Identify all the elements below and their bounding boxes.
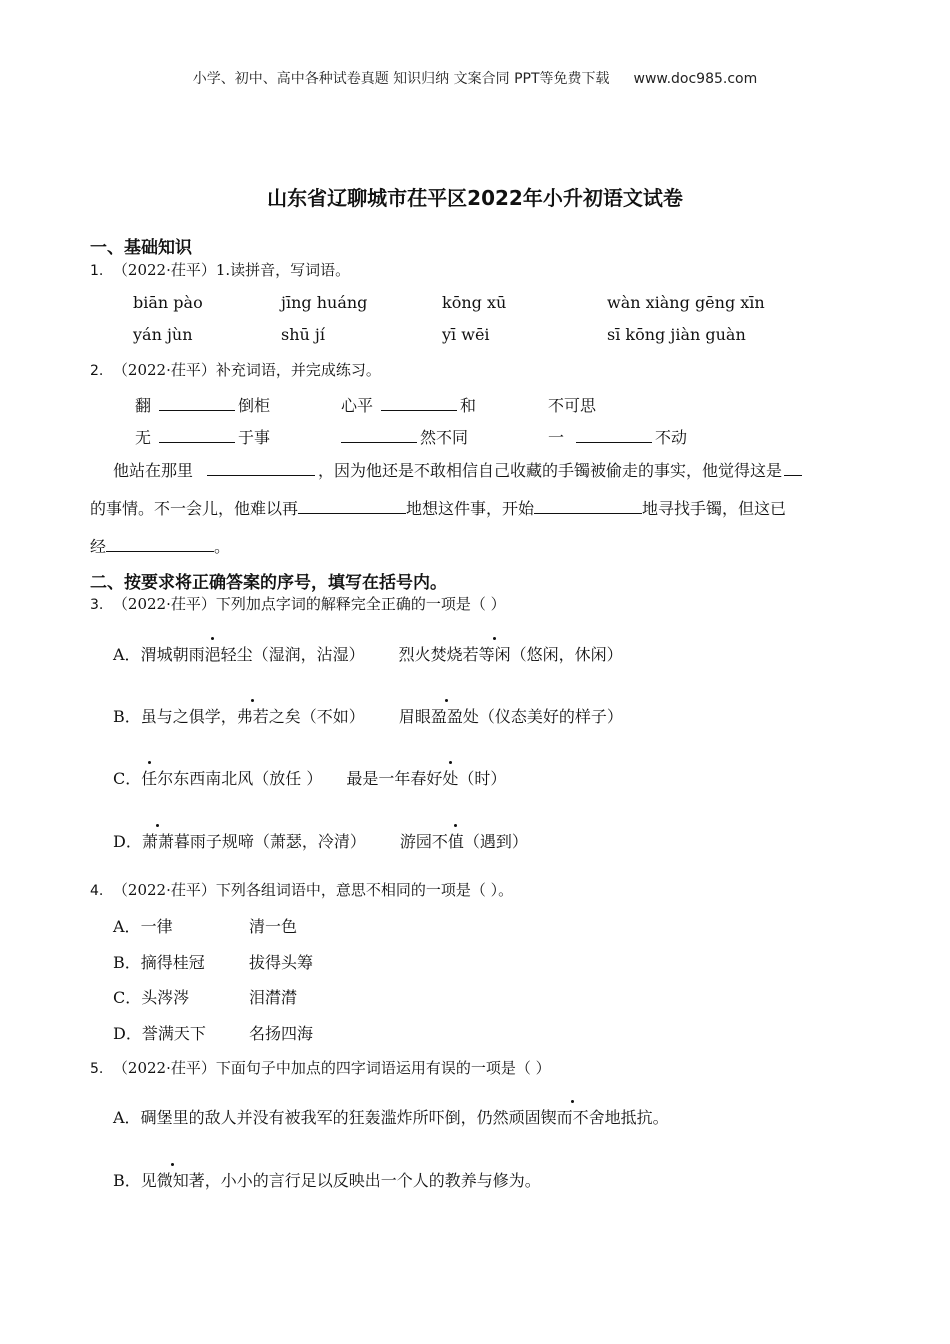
idiom-text: 心平 [341,396,374,415]
dotted-word: 浥 [205,642,221,665]
choice-a[interactable] [113,1105,669,1128]
passage-line-1 [113,458,802,481]
choice-text: 之矣（不如） [268,707,365,726]
choice-text: 拔得头筹 [249,953,314,972]
choice-text: 名扬四海 [249,1024,314,1043]
passage-text: 的事情。不一会儿，他难以再 [90,499,299,518]
choice-text: 游园不 [399,832,448,851]
passage-text: ，因为他还是不敢相信自己收藏的手镯被偷走的事实，他觉得这是 [318,461,783,480]
idiom-fill-row-2c [548,425,687,448]
pinyin-item: shū jí [281,325,325,344]
question-text: （2022·茌平）下面句子中加点的四字词语运用有误的一项是（ ） [112,1059,551,1077]
fill-blank[interactable] [159,394,235,411]
choice-label: C． [113,988,142,1007]
choice-text: 最是一年春好 [346,769,443,788]
idiom-fill-row-1 [135,393,270,416]
question-3 [90,593,506,614]
choice-label: A． [113,645,141,664]
dotted-word: 任 [141,766,157,789]
idiom-text: 倒柜 [238,396,271,415]
fill-blank[interactable] [784,459,802,476]
choice-label: D． [113,1024,142,1043]
choice-text: （遇到） [463,832,528,851]
fill-blank[interactable] [341,426,417,443]
choice-label: B． [113,1171,141,1190]
fill-blank[interactable] [534,497,642,514]
question-text: （2022·茌平）补充词语，并完成练习。 [112,361,381,379]
choice-a[interactable] [113,914,173,937]
choice-text: 眉眼 [398,707,431,726]
section-heading-1: 一、基础知识 [90,238,192,258]
choice-text: 虽与之俱学， [140,707,237,726]
choice-text: 烈火焚烧若 [398,645,479,664]
choice-d[interactable] [113,1021,206,1044]
question-number: 2. [90,363,104,379]
choice-label: A． [113,1108,141,1127]
choice-a[interactable] [113,642,623,665]
choice-text: 地抵抗。 [604,1108,669,1127]
choice-text: 暮雨子规啼（萧瑟，冷清） [173,832,366,851]
choice-text: 尔东西南北风（放任 ） [157,769,323,788]
idiom-fill-row-2b [341,425,468,448]
choice-b[interactable] [113,1168,541,1191]
choice-text: 清一色 [249,917,298,936]
idiom-text: 于事 [238,428,271,447]
question-number: 1. [90,263,104,279]
choice-text: 头涔涔 [141,988,190,1007]
dotted-word: 萧萧 [142,829,174,852]
idiom-fill-row-2 [135,425,270,448]
pinyin-item: yán jùn [133,325,193,344]
choice-text: 摘得桂冠 [140,953,205,972]
fill-blank[interactable] [576,426,652,443]
choice-label: A． [113,917,141,936]
pinyin-item: jīng huáng [281,293,368,312]
pinyin-item: biān pào [133,293,203,312]
header-text: 小学、初中、高中各种试卷真题 知识归纳 文案合同 PPT等免费下载 [192,71,610,87]
choice-text: 一律 [140,917,173,936]
choice-label: D． [113,832,142,851]
choice-text: 处（仪态美好的样子） [462,707,623,726]
choice-text: 泪潸潸 [249,988,298,1007]
idiom-fill-row-1b [341,393,476,416]
dotted-word: 弗若 [237,704,269,727]
idiom-text: 不动 [655,428,688,447]
idiom-text: 无 [135,428,152,447]
page-title: 山东省辽聊城市茌平区2022年小升初语文试卷 [267,186,683,210]
choice-text: 渭城朝雨 [140,645,205,664]
question-4 [90,879,513,900]
passage-text: 地想这件事，开始 [406,499,535,518]
fill-blank[interactable] [106,535,214,552]
fill-blank[interactable] [207,459,315,476]
dotted-word: 值 [448,829,464,852]
fill-blank[interactable] [381,394,457,411]
choice-c[interactable] [113,985,189,1008]
choice-text: （时） [458,769,507,788]
passage-line-3 [90,534,230,557]
passage-text: 。 [214,537,231,556]
idiom-text: 不可思 [548,396,597,415]
question-text: （2022·茌平）下列加点字词的解释完全正确的一项是（ ） [112,595,506,613]
question-2 [90,359,381,380]
idiom-text: 一 [548,428,565,447]
choice-text: （悠闲，休闲） [510,645,623,664]
idiom-text: 翻 [135,396,152,415]
pinyin-item: wàn xiàng gēng xīn [607,293,765,312]
dotted-word: 盈盈 [431,704,463,727]
choice-text: ，小小的言行足以反映出一个人的教养与修为。 [204,1171,541,1190]
passage-text: 地寻找手镯，但这已 [642,499,787,518]
question-text: （2022·茌平）下列各组词语中，意思不相同的一项是（ ）。 [112,881,514,899]
pinyin-item: kōng xū [442,293,507,312]
choice-b[interactable] [113,950,205,973]
fill-blank[interactable] [298,497,406,514]
question-number: 5. [90,1061,104,1077]
fill-blank[interactable] [159,426,235,443]
dotted-word: 锲而不舍 [541,1105,605,1128]
choice-label: B． [113,707,141,726]
dotted-word: 处 [442,766,458,789]
passage-text: 他站在那里 [113,461,194,480]
header-site-link[interactable]: www.doc985.com [633,71,758,87]
choice-b[interactable] [113,704,623,727]
dotted-word: 等闲 [479,642,511,665]
choice-text: 碉堡里的敌人并没有被我军的狂轰滥炸所吓倒，仍然顽固 [140,1108,541,1127]
choice-label: B． [113,953,141,972]
section-heading-2: 二、按要求将正确答案的序号，填写在括号内。 [90,573,447,593]
choice-label: C． [113,769,142,788]
question-number: 3. [90,597,104,613]
page-header [0,68,950,88]
question-text: （2022·茌平）1.读拼音，写词语。 [112,261,351,279]
idiom-text: 和 [460,396,477,415]
choice-c[interactable] [113,766,506,789]
choice-text: 誉满天下 [141,1024,206,1043]
question-5 [90,1057,551,1078]
pinyin-item: sī kōng jiàn guàn [607,325,746,344]
pinyin-item: yī wēi [442,325,490,344]
idiom-text: 然不同 [420,428,469,447]
choice-d[interactable] [113,829,528,852]
question-1 [90,259,350,280]
question-number: 4. [90,883,104,899]
passage-line-2 [90,496,786,519]
dotted-word: 见微知著 [141,1168,205,1191]
passage-text: 经 [90,537,107,556]
choice-text: 轻尘（湿润，沾湿） [220,645,365,664]
